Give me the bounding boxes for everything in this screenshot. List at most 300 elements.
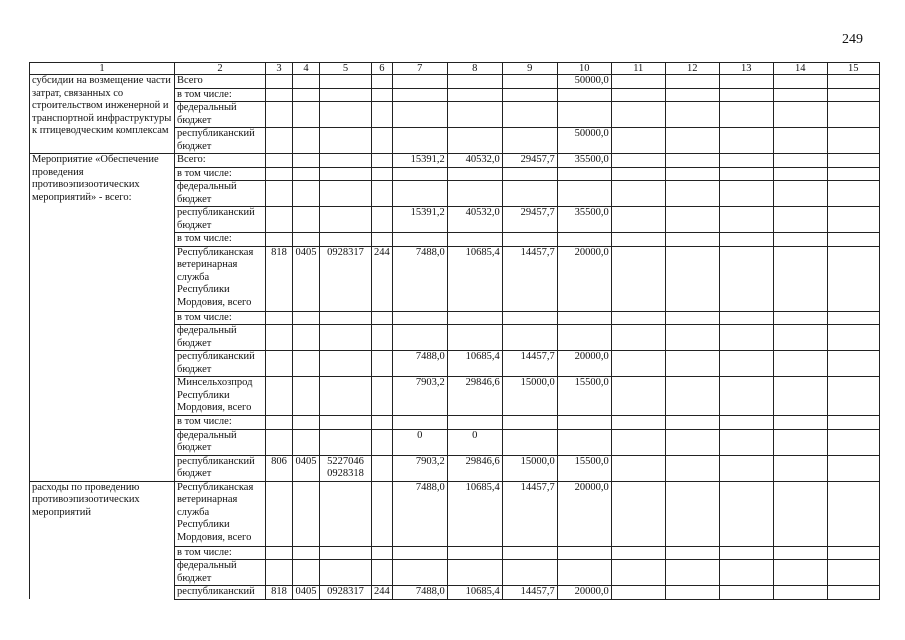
- value-cell: [502, 102, 557, 128]
- code-cell: [266, 181, 293, 207]
- value-cell: [392, 88, 447, 102]
- empty-cell: [665, 311, 719, 325]
- empty-cell: [611, 75, 665, 89]
- value-cell: [557, 416, 611, 430]
- empty-cell: [611, 377, 665, 416]
- empty-cell: [773, 246, 827, 311]
- funding-source: республиканский бюджет: [175, 351, 266, 377]
- code-cell: [266, 481, 293, 546]
- empty-cell: [665, 416, 719, 430]
- empty-cell: [719, 154, 773, 168]
- code-cell: [372, 88, 393, 102]
- value-cell: [392, 128, 447, 154]
- empty-cell: [719, 546, 773, 560]
- code-cell: [372, 455, 393, 481]
- value-cell: 14457,7: [502, 351, 557, 377]
- code-cell: [320, 351, 372, 377]
- value-cell: 15500,0: [557, 377, 611, 416]
- funding-source: в том числе:: [175, 311, 266, 325]
- empty-cell: [719, 102, 773, 128]
- code-cell: [320, 88, 372, 102]
- value-cell: 0: [447, 429, 502, 455]
- code-cell: [320, 429, 372, 455]
- header-cell: 14: [773, 63, 827, 75]
- code-cell: [293, 311, 320, 325]
- code-cell: [293, 102, 320, 128]
- code-cell: [293, 351, 320, 377]
- item-description: расходы по проведению противоэпизоотических мероприятий: [30, 481, 175, 599]
- code-cell: [266, 207, 293, 233]
- empty-cell: [827, 586, 879, 600]
- value-cell: [392, 560, 447, 586]
- code-cell: [293, 546, 320, 560]
- empty-cell: [719, 325, 773, 351]
- code-cell: 818: [266, 246, 293, 311]
- code-cell: 0928317: [320, 586, 372, 600]
- code-cell: [320, 325, 372, 351]
- value-cell: [557, 560, 611, 586]
- code-cell: [320, 167, 372, 181]
- empty-cell: [827, 481, 879, 546]
- value-cell: 20000,0: [557, 351, 611, 377]
- empty-cell: [773, 88, 827, 102]
- empty-cell: [773, 586, 827, 600]
- value-cell: 35500,0: [557, 154, 611, 168]
- empty-cell: [611, 481, 665, 546]
- value-cell: [392, 102, 447, 128]
- code-cell: [293, 377, 320, 416]
- empty-cell: [665, 167, 719, 181]
- value-cell: 29457,7: [502, 207, 557, 233]
- empty-cell: [719, 429, 773, 455]
- value-cell: 10685,4: [447, 246, 502, 311]
- value-cell: [447, 167, 502, 181]
- empty-cell: [611, 246, 665, 311]
- header-cell: 6: [372, 63, 393, 75]
- value-cell: [447, 325, 502, 351]
- code-cell: [266, 429, 293, 455]
- value-cell: [502, 546, 557, 560]
- code-cell: 244: [372, 246, 393, 311]
- code-cell: [320, 75, 372, 89]
- value-cell: [447, 233, 502, 247]
- funding-source: в том числе:: [175, 233, 266, 247]
- value-cell: 14457,7: [502, 586, 557, 600]
- value-cell: 14457,7: [502, 481, 557, 546]
- value-cell: [502, 181, 557, 207]
- empty-cell: [719, 311, 773, 325]
- empty-cell: [665, 351, 719, 377]
- code-cell: [293, 416, 320, 430]
- empty-cell: [665, 429, 719, 455]
- empty-cell: [827, 351, 879, 377]
- value-cell: [447, 128, 502, 154]
- value-cell: [447, 181, 502, 207]
- empty-cell: [773, 455, 827, 481]
- value-cell: [557, 167, 611, 181]
- funding-source: республиканский: [175, 586, 266, 600]
- code-cell: [320, 546, 372, 560]
- value-cell: 7488,0: [392, 586, 447, 600]
- header-cell: 4: [293, 63, 320, 75]
- code-cell: [266, 560, 293, 586]
- empty-cell: [827, 102, 879, 128]
- code-cell: [372, 481, 393, 546]
- code-cell: [293, 233, 320, 247]
- value-cell: [502, 429, 557, 455]
- value-cell: 15000,0: [502, 455, 557, 481]
- header-cell: 8: [447, 63, 502, 75]
- empty-cell: [773, 351, 827, 377]
- value-cell: [447, 75, 502, 89]
- empty-cell: [827, 128, 879, 154]
- code-cell: 0405: [293, 586, 320, 600]
- empty-cell: [665, 181, 719, 207]
- table-row: [30, 154, 880, 168]
- code-cell: [293, 481, 320, 546]
- code-cell: [320, 481, 372, 546]
- value-cell: 15500,0: [557, 455, 611, 481]
- empty-cell: [611, 416, 665, 430]
- value-cell: 10685,4: [447, 586, 502, 600]
- empty-cell: [827, 154, 879, 168]
- code-cell: [266, 167, 293, 181]
- value-cell: [392, 325, 447, 351]
- code-cell: [320, 128, 372, 154]
- empty-cell: [611, 128, 665, 154]
- value-cell: [502, 88, 557, 102]
- empty-cell: [665, 88, 719, 102]
- code-cell: [320, 102, 372, 128]
- table-row: [30, 481, 880, 546]
- value-cell: [447, 102, 502, 128]
- empty-cell: [773, 233, 827, 247]
- value-cell: 7488,0: [392, 481, 447, 546]
- code-cell: [266, 75, 293, 89]
- header-cell: 7: [392, 63, 447, 75]
- empty-cell: [827, 75, 879, 89]
- code-cell: 818: [266, 586, 293, 600]
- value-cell: 29846,6: [447, 377, 502, 416]
- code-cell: [320, 233, 372, 247]
- funding-source: федеральный бюджет: [175, 560, 266, 586]
- empty-cell: [719, 181, 773, 207]
- funding-source: Всего: [175, 75, 266, 89]
- empty-cell: [665, 586, 719, 600]
- funding-source: Минсельхозпрод Республики Мордовия, всего: [175, 377, 266, 416]
- value-cell: [502, 416, 557, 430]
- empty-cell: [665, 455, 719, 481]
- empty-cell: [773, 546, 827, 560]
- empty-cell: [665, 154, 719, 168]
- code-cell: [372, 416, 393, 430]
- value-cell: 29457,7: [502, 154, 557, 168]
- empty-cell: [827, 455, 879, 481]
- empty-cell: [719, 128, 773, 154]
- value-cell: 14457,7: [502, 246, 557, 311]
- value-cell: [392, 233, 447, 247]
- empty-cell: [719, 481, 773, 546]
- code-cell: [372, 311, 393, 325]
- value-cell: 20000,0: [557, 586, 611, 600]
- empty-cell: [827, 207, 879, 233]
- empty-cell: [773, 325, 827, 351]
- value-cell: [557, 102, 611, 128]
- item-description: субсидии на возмещение части затрат, связанных со строительством инженерной и транспортной инфраструктуры к птицеводческим комплексам: [30, 75, 175, 154]
- code-cell: [372, 546, 393, 560]
- funding-source: в том числе:: [175, 546, 266, 560]
- value-cell: 0: [392, 429, 447, 455]
- empty-cell: [773, 416, 827, 430]
- value-cell: [557, 325, 611, 351]
- empty-cell: [611, 429, 665, 455]
- value-cell: 15391,2: [392, 154, 447, 168]
- value-cell: [557, 88, 611, 102]
- empty-cell: [611, 311, 665, 325]
- page-number: 249: [842, 32, 863, 47]
- value-cell: [392, 311, 447, 325]
- empty-cell: [611, 560, 665, 586]
- empty-cell: [719, 88, 773, 102]
- code-cell: [320, 560, 372, 586]
- code-cell: [320, 207, 372, 233]
- header-cell: 12: [665, 63, 719, 75]
- table-row: [30, 75, 880, 89]
- value-cell: [502, 75, 557, 89]
- empty-cell: [827, 88, 879, 102]
- value-cell: [447, 88, 502, 102]
- value-cell: 20000,0: [557, 481, 611, 546]
- empty-cell: [827, 246, 879, 311]
- value-cell: [447, 560, 502, 586]
- empty-cell: [611, 546, 665, 560]
- code-cell: [372, 154, 393, 168]
- empty-cell: [827, 546, 879, 560]
- code-cell: 806: [266, 455, 293, 481]
- code-cell: 0405: [293, 246, 320, 311]
- empty-cell: [719, 233, 773, 247]
- empty-cell: [773, 207, 827, 233]
- empty-cell: [827, 311, 879, 325]
- funding-source: в том числе:: [175, 416, 266, 430]
- empty-cell: [665, 102, 719, 128]
- header-cell: 15: [827, 63, 879, 75]
- code-cell: [293, 75, 320, 89]
- funding-source: в том числе:: [175, 88, 266, 102]
- empty-cell: [773, 102, 827, 128]
- code-cell: [372, 102, 393, 128]
- value-cell: [502, 128, 557, 154]
- value-cell: 29846,6: [447, 455, 502, 481]
- code-cell: 5227046 0928318: [320, 455, 372, 481]
- empty-cell: [665, 75, 719, 89]
- value-cell: 15000,0: [502, 377, 557, 416]
- funding-source: федеральный бюджет: [175, 429, 266, 455]
- empty-cell: [665, 560, 719, 586]
- empty-cell: [611, 181, 665, 207]
- value-cell: 7903,2: [392, 455, 447, 481]
- empty-cell: [665, 546, 719, 560]
- empty-cell: [719, 586, 773, 600]
- code-cell: [293, 325, 320, 351]
- empty-cell: [665, 481, 719, 546]
- value-cell: 7903,2: [392, 377, 447, 416]
- empty-cell: [611, 154, 665, 168]
- code-cell: [320, 154, 372, 168]
- empty-cell: [773, 481, 827, 546]
- empty-cell: [611, 455, 665, 481]
- value-cell: 10685,4: [447, 351, 502, 377]
- empty-cell: [773, 181, 827, 207]
- empty-cell: [827, 325, 879, 351]
- empty-cell: [827, 167, 879, 181]
- value-cell: 35500,0: [557, 207, 611, 233]
- value-cell: [447, 311, 502, 325]
- empty-cell: [611, 167, 665, 181]
- code-cell: [372, 75, 393, 89]
- empty-cell: [827, 560, 879, 586]
- code-cell: [293, 207, 320, 233]
- value-cell: [447, 416, 502, 430]
- empty-cell: [827, 416, 879, 430]
- funding-source: Республиканская ветеринарная служба Республики Мордовия, всего: [175, 481, 266, 546]
- empty-cell: [719, 416, 773, 430]
- value-cell: [392, 75, 447, 89]
- header-cell: 1: [30, 63, 175, 75]
- budget-table: [29, 62, 880, 600]
- empty-cell: [773, 154, 827, 168]
- empty-cell: [719, 455, 773, 481]
- empty-cell: [719, 75, 773, 89]
- empty-cell: [665, 207, 719, 233]
- value-cell: [557, 546, 611, 560]
- empty-cell: [719, 377, 773, 416]
- code-cell: [320, 181, 372, 207]
- funding-source: федеральный бюджет: [175, 181, 266, 207]
- value-cell: [392, 181, 447, 207]
- empty-cell: [719, 167, 773, 181]
- code-cell: [293, 167, 320, 181]
- value-cell: [502, 325, 557, 351]
- code-cell: [293, 128, 320, 154]
- value-cell: [502, 233, 557, 247]
- empty-cell: [665, 246, 719, 311]
- empty-cell: [611, 102, 665, 128]
- value-cell: 50000,0: [557, 128, 611, 154]
- value-cell: [392, 416, 447, 430]
- empty-cell: [665, 128, 719, 154]
- code-cell: [266, 102, 293, 128]
- header-cell: 5: [320, 63, 372, 75]
- code-cell: [266, 351, 293, 377]
- funding-source: в том числе:: [175, 167, 266, 181]
- code-cell: [372, 351, 393, 377]
- header-cell: 11: [611, 63, 665, 75]
- empty-cell: [611, 586, 665, 600]
- empty-cell: [719, 351, 773, 377]
- value-cell: 15391,2: [392, 207, 447, 233]
- code-cell: [266, 233, 293, 247]
- code-cell: [266, 377, 293, 416]
- funding-source: республиканский бюджет: [175, 128, 266, 154]
- value-cell: [502, 167, 557, 181]
- empty-cell: [719, 207, 773, 233]
- funding-source: Всего:: [175, 154, 266, 168]
- value-cell: [557, 429, 611, 455]
- empty-cell: [665, 233, 719, 247]
- code-cell: [266, 88, 293, 102]
- funding-source: Республиканская ветеринарная служба Республики Мордовия, всего: [175, 246, 266, 311]
- code-cell: [266, 546, 293, 560]
- value-cell: [502, 560, 557, 586]
- header-row: [30, 63, 880, 75]
- code-cell: [372, 207, 393, 233]
- code-cell: [293, 154, 320, 168]
- value-cell: [392, 546, 447, 560]
- empty-cell: [773, 128, 827, 154]
- item-description: Мероприятие «Обеспечение проведения противоэпизоотических мероприятий» - всего:: [30, 154, 175, 482]
- empty-cell: [719, 560, 773, 586]
- empty-cell: [719, 246, 773, 311]
- empty-cell: [611, 207, 665, 233]
- code-cell: [372, 181, 393, 207]
- code-cell: 0405: [293, 455, 320, 481]
- funding-source: федеральный бюджет: [175, 102, 266, 128]
- empty-cell: [773, 75, 827, 89]
- code-cell: [372, 128, 393, 154]
- code-cell: [266, 325, 293, 351]
- value-cell: 7488,0: [392, 246, 447, 311]
- funding-source: федеральный бюджет: [175, 325, 266, 351]
- code-cell: [372, 560, 393, 586]
- code-cell: [320, 377, 372, 416]
- empty-cell: [611, 88, 665, 102]
- value-cell: 40532,0: [447, 154, 502, 168]
- empty-cell: [827, 233, 879, 247]
- value-cell: 50000,0: [557, 75, 611, 89]
- empty-cell: [827, 377, 879, 416]
- value-cell: [557, 181, 611, 207]
- code-cell: [372, 377, 393, 416]
- value-cell: [502, 311, 557, 325]
- code-cell: [372, 167, 393, 181]
- value-cell: 10685,4: [447, 481, 502, 546]
- code-cell: [293, 429, 320, 455]
- empty-cell: [773, 429, 827, 455]
- code-cell: 244: [372, 586, 393, 600]
- code-cell: [266, 154, 293, 168]
- header-cell: 3: [266, 63, 293, 75]
- empty-cell: [773, 560, 827, 586]
- code-cell: [266, 311, 293, 325]
- header-cell: 13: [719, 63, 773, 75]
- code-cell: [372, 233, 393, 247]
- funding-source: республиканский бюджет: [175, 207, 266, 233]
- header-cell: 2: [175, 63, 266, 75]
- empty-cell: [611, 233, 665, 247]
- empty-cell: [611, 325, 665, 351]
- code-cell: [320, 311, 372, 325]
- value-cell: [392, 167, 447, 181]
- code-cell: [266, 416, 293, 430]
- funding-source: республиканский бюджет: [175, 455, 266, 481]
- empty-cell: [827, 429, 879, 455]
- code-cell: [372, 429, 393, 455]
- value-cell: 40532,0: [447, 207, 502, 233]
- empty-cell: [665, 377, 719, 416]
- empty-cell: [827, 181, 879, 207]
- empty-cell: [665, 325, 719, 351]
